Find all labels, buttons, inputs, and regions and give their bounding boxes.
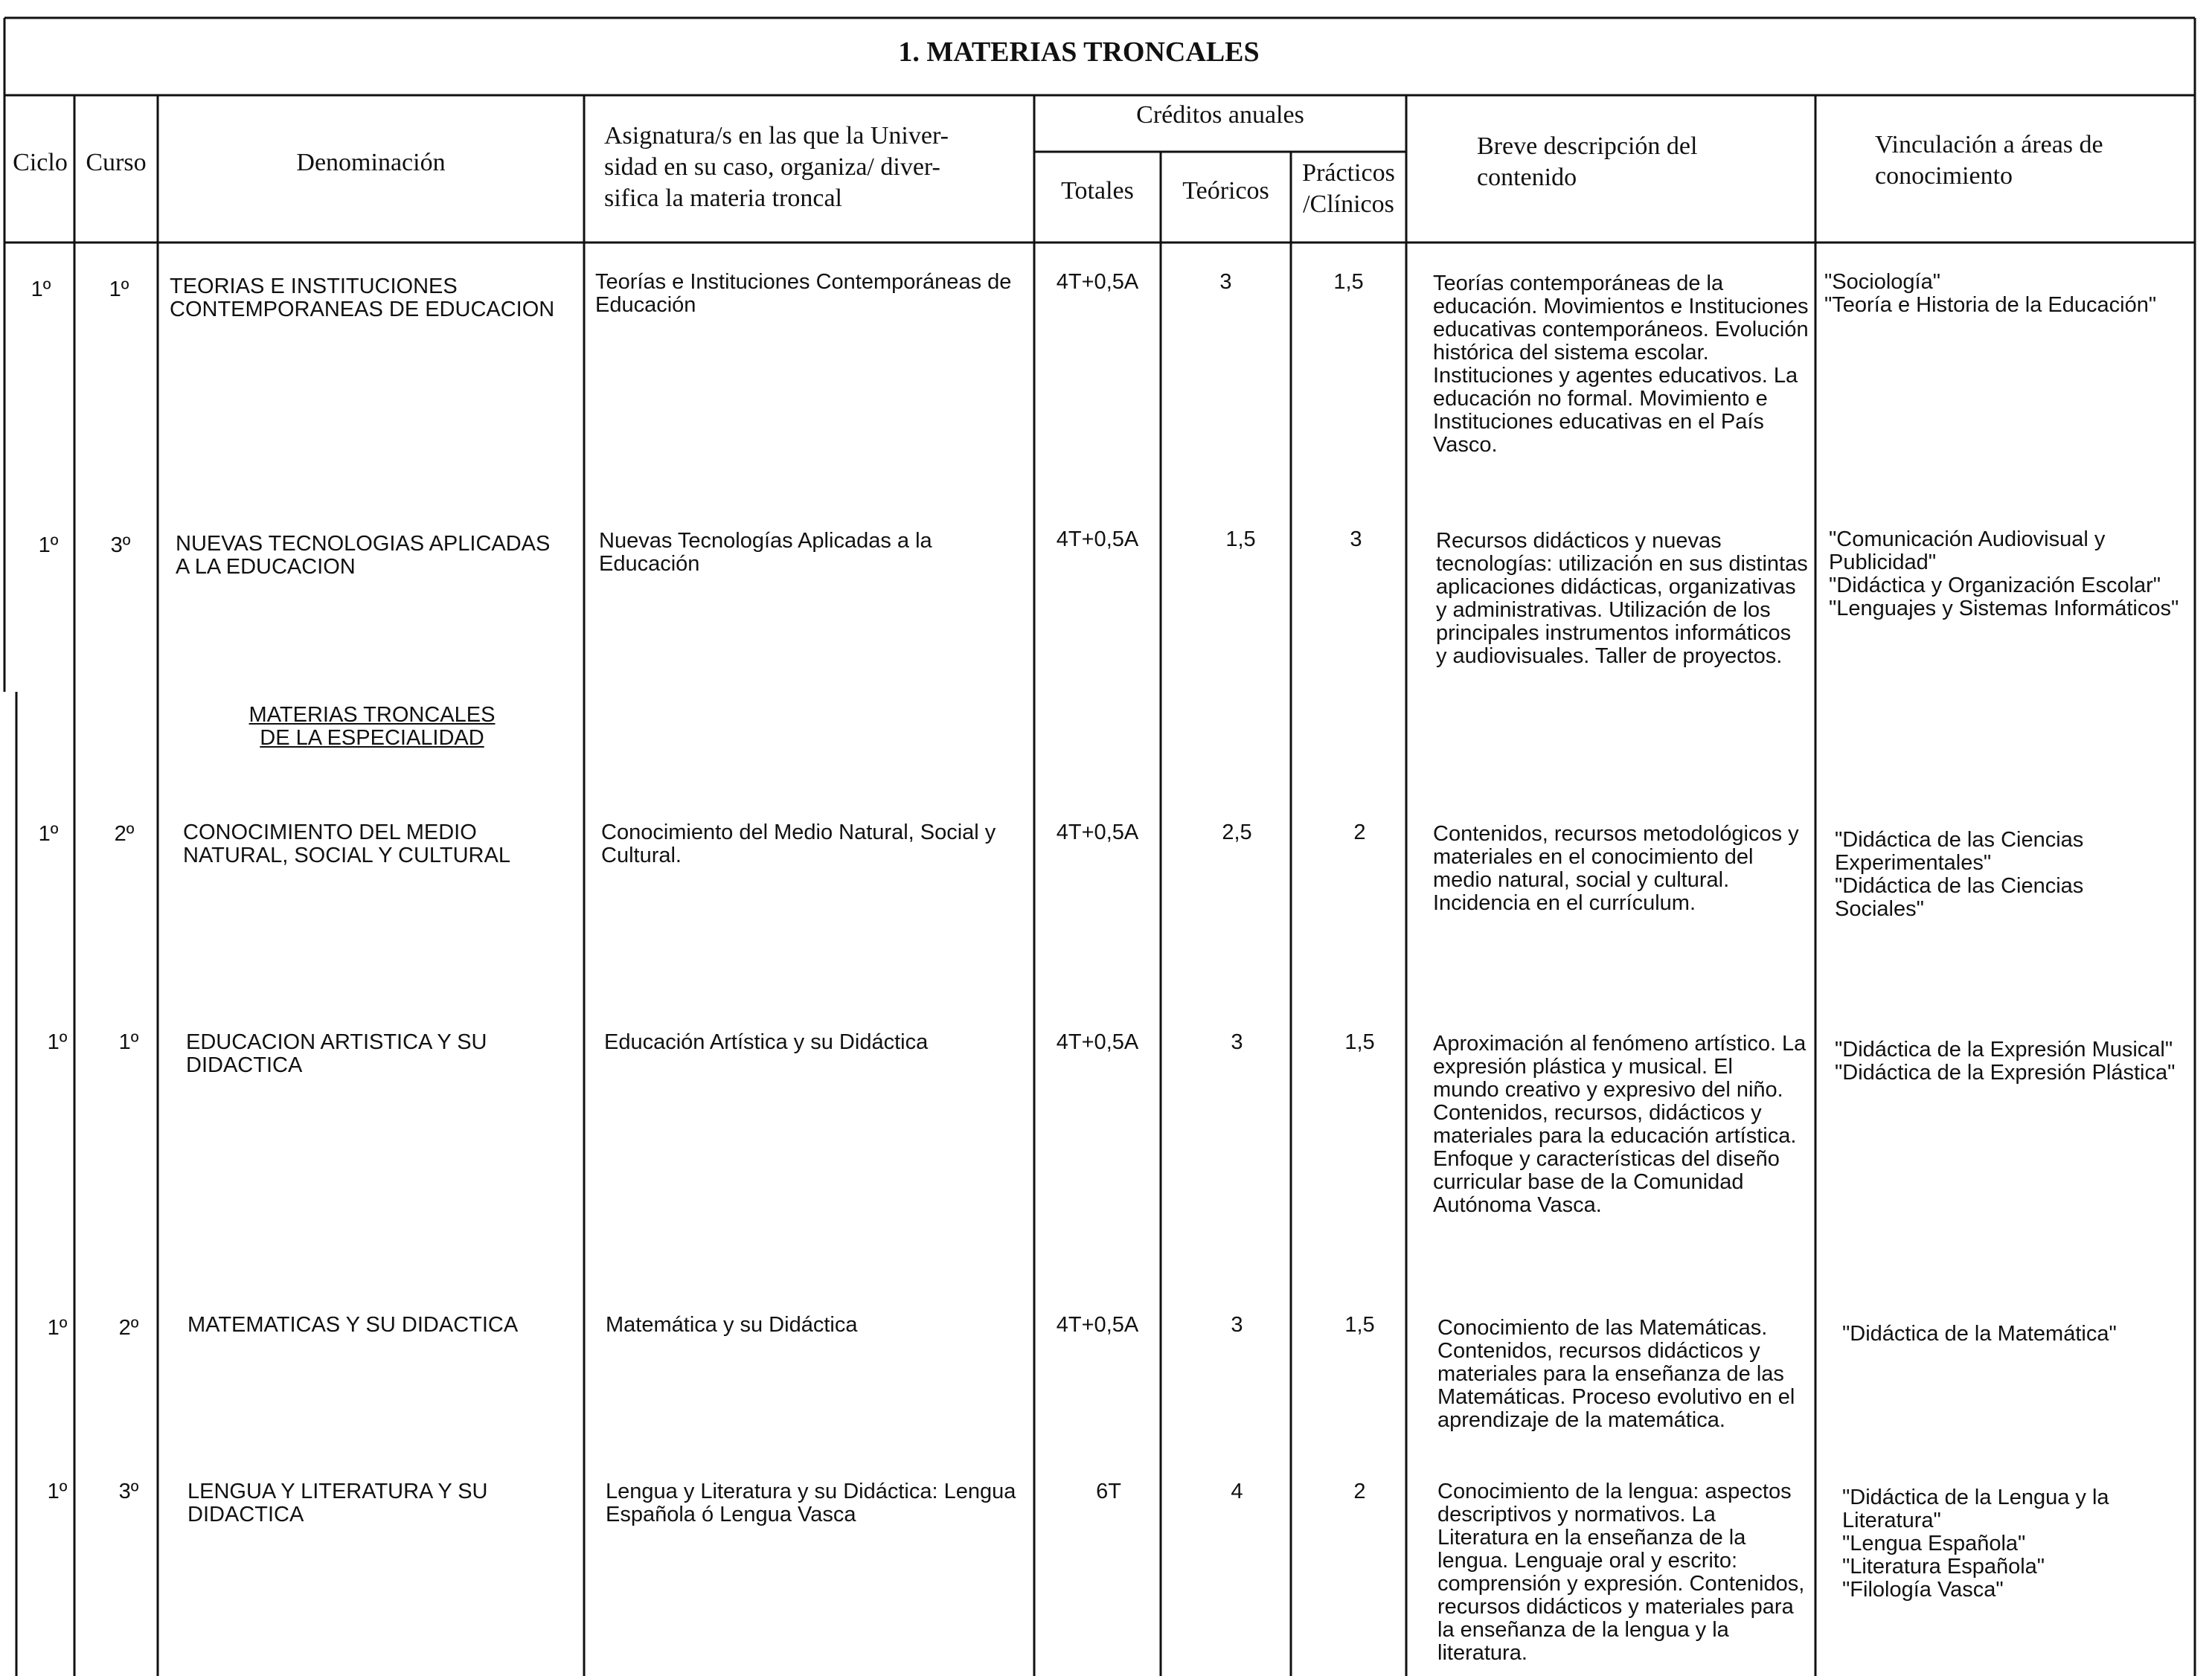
header-teoricos: Teóricos: [1182, 177, 1269, 205]
row-4-denominacion: EDUCACION ARTISTICA Y SU DIDACTICA: [186, 1030, 487, 1077]
row-2-denominacion: NUEVAS TECNOLOGIAS APLICADAS A LA EDUCACION: [176, 532, 551, 579]
row-5-denominacion: MATEMATICAS Y SU DIDACTICA: [187, 1313, 519, 1337]
row-2-practicos: 3: [1350, 527, 1362, 551]
row-5-asignatura: Matemática y su Didáctica: [606, 1313, 858, 1337]
row-2-curso: 3º: [110, 533, 131, 557]
row-1-descripcion: Teorías contemporáneas de la educación. Movimientos e Instituciones educativas contemporáneos. Evolución histórica del sistema escolar. Instituciones y agentes educativos. La educación no formal. Movimiento e Instituciones educativas en el País Vasco.: [1433, 272, 1809, 457]
row-2-totales: 4T+0,5A: [1056, 527, 1139, 551]
row-1-denominacion: TEORIAS E INSTITUCIONES CONTEMPORANEAS DE EDUCACION: [170, 274, 555, 321]
row-3-practicos: 2: [1353, 821, 1366, 844]
row-6-curso: 3º: [118, 1480, 139, 1503]
row-1-ciclo: 1º: [31, 277, 51, 301]
row-3-vinculacion: "Didáctica de las Ciencias Experimentales" "Didáctica de las Ciencias Sociales": [1835, 828, 2084, 921]
header-breve-descripcion: Breve descripción del contenido: [1477, 132, 1698, 191]
row-2-asignatura: Nuevas Tecnologías Aplicadas a la Educación: [599, 529, 932, 576]
header-ciclo: Ciclo: [13, 149, 68, 176]
row-5-curso: 2º: [118, 1316, 139, 1340]
row-6-totales: 6T: [1096, 1480, 1121, 1503]
row-5-ciclo: 1º: [47, 1316, 68, 1340]
header-curso: Curso: [86, 149, 147, 176]
row-6-denominacion: LENGUA Y LITERATURA Y SU DIDACTICA: [187, 1480, 488, 1526]
row-3-descripcion: Contenidos, recursos metodológicos y materiales en el conocimiento del medio natural, social y cultural. Incidencia en el currículum.: [1433, 822, 1799, 915]
section-label-especialidad: MATERIAS TRONCALES DE LA ESPECIALIDAD: [249, 703, 496, 750]
header-denominacion: Denominación: [296, 149, 446, 176]
row-4-curso: 1º: [118, 1030, 139, 1054]
row-4-teoricos: 3: [1231, 1030, 1243, 1054]
row-1-teoricos: 3: [1219, 270, 1232, 294]
row-3-asignatura: Conocimiento del Medio Natural, Social y Cultural.: [601, 821, 996, 867]
row-4-asignatura: Educación Artística y su Didáctica: [604, 1030, 929, 1054]
row-2-descripcion: Recursos didácticos y nuevas tecnologías: utilización en sus distintas aplicaciones didácticas, organizativas y administrativas. Utilización de los principales instrumentos informáticos y audiovisuales. Taller de proyectos.: [1436, 529, 1808, 668]
row-6-practicos: 2: [1353, 1480, 1366, 1503]
row-6-ciclo: 1º: [47, 1480, 68, 1503]
row-3-teoricos: 2,5: [1222, 821, 1252, 844]
row-5-vinculacion: "Didáctica de la Matemática": [1842, 1322, 2117, 1346]
header-creditos-anuales: Créditos anuales: [1136, 101, 1304, 129]
row-3-totales: 4T+0,5A: [1056, 821, 1139, 844]
row-3-denominacion: CONOCIMIENTO DEL MEDIO NATURAL, SOCIAL Y CULTURAL: [183, 821, 510, 867]
table-title: 1. MATERIAS TRONCALES: [898, 36, 1260, 68]
row-3-ciclo: 1º: [38, 822, 59, 846]
row-2-ciclo: 1º: [38, 533, 59, 557]
row-4-vinculacion: "Didáctica de la Expresión Musical" "Didáctica de la Expresión Plástica": [1835, 1038, 2176, 1085]
row-5-totales: 4T+0,5A: [1056, 1313, 1139, 1337]
row-1-asignatura: Teorías e Instituciones Contemporáneas de Educación: [595, 270, 1012, 317]
row-4-descripcion: Aproximación al fenómeno artístico. La expresión plástica y musical. El mundo creativo y expresivo del niño. Contenidos, recursos, didácticos y materiales para la educación artística. Enfoque y características del diseño curricular base de la Comunidad Autónoma Vasca.: [1433, 1032, 1807, 1217]
row-4-totales: 4T+0,5A: [1056, 1030, 1139, 1054]
row-4-ciclo: 1º: [47, 1030, 68, 1054]
row-1-totales: 4T+0,5A: [1056, 270, 1139, 294]
row-1-practicos: 1,5: [1333, 270, 1364, 294]
row-1-curso: 1º: [109, 277, 129, 301]
row-6-vinculacion: "Didáctica de la Lengua y la Literatura" "Lengua Española" "Literatura Española" "Filología Vasca": [1842, 1486, 2109, 1602]
header-practicos-clinicos: Prácticos /Clínicos: [1302, 159, 1395, 218]
header-vinculacion: Vinculación a áreas de conocimiento: [1875, 131, 2103, 190]
header-totales: Totales: [1061, 177, 1134, 205]
row-6-teoricos: 4: [1231, 1480, 1243, 1503]
row-2-vinculacion: "Comunicación Audiovisual y Publicidad" "Didáctica y Organización Escolar" "Lenguajes y Sistemas Informáticos": [1829, 527, 2179, 620]
row-3-curso: 2º: [114, 822, 135, 846]
row-5-teoricos: 3: [1231, 1313, 1243, 1337]
row-4-practicos: 1,5: [1344, 1030, 1375, 1054]
header-asignaturas: Asignatura/s en las que la Univer- sidad en su caso, organiza/ diver- sifica la materia troncal: [604, 122, 949, 212]
row-1-vinculacion: "Sociología" "Teoría e Historia de la Educación": [1824, 270, 2157, 317]
row-6-descripcion: Conocimiento de la lengua: aspectos descriptivos y normativos. La Literatura en la enseñanza de la lengua. Lenguaje oral y escrito: comprensión y expresión. Contenidos, recursos didácticos y materiales para la enseñanza de la lengua y la literatura.: [1437, 1480, 1805, 1665]
row-6-asignatura: Lengua y Literatura y su Didáctica: Lengua Española ó Lengua Vasca: [606, 1480, 1016, 1526]
row-2-teoricos: 1,5: [1225, 527, 1256, 551]
row-5-practicos: 1,5: [1344, 1313, 1375, 1337]
row-5-descripcion: Conocimiento de las Matemáticas. Contenidos, recursos didácticos y materiales para la enseñanza de las Matemáticas. Proceso evolutivo en el aprendizaje de la matemática.: [1437, 1316, 1795, 1432]
